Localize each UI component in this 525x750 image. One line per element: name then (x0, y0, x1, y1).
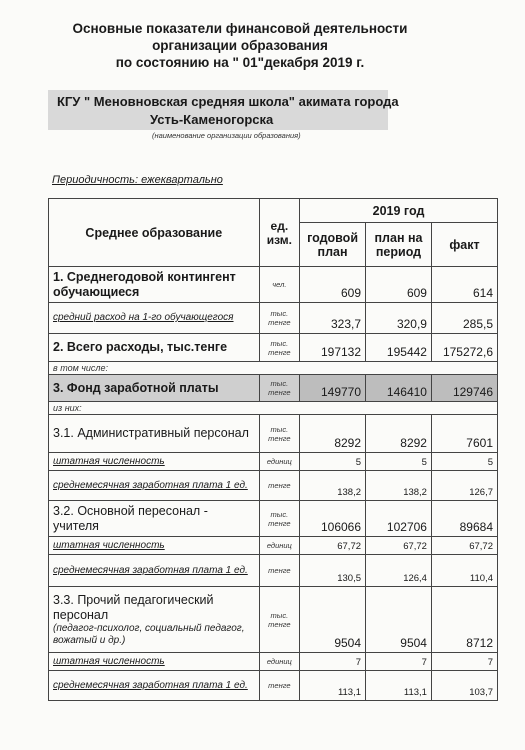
table-row (49, 375, 498, 402)
row-label: среднемесячная заработная плата 1 ед. (49, 471, 260, 501)
row-label: в том числе: (49, 362, 498, 375)
cell-plan: 126,4 (366, 555, 432, 587)
row-unit: тыс. тенге (259, 375, 299, 402)
row-unit: тенге (259, 671, 299, 701)
column-header-unit: ед. изм. (259, 199, 299, 267)
cell-annual: 106066 (300, 501, 366, 537)
title-line-1: Основные показатели финансовой деятельности (72, 21, 408, 36)
table-row (49, 555, 498, 587)
table-row (49, 267, 498, 303)
row-unit: единиц (259, 653, 299, 671)
title-line-3: по состоянию на " 01"декабря 2019 г. (115, 55, 365, 70)
table-row (49, 402, 498, 415)
cell-fact: 129746 (431, 375, 497, 402)
row-unit: чел. (259, 267, 299, 303)
table-row (49, 471, 498, 501)
cell-fact: 67,72 (431, 537, 497, 555)
table-row (49, 362, 498, 375)
document-title (40, 20, 440, 71)
row-unit: тыс. тенге (259, 501, 299, 537)
table-row (49, 671, 498, 701)
cell-fact: 5 (431, 453, 497, 471)
row-unit: тыс. тенге (259, 334, 299, 362)
table-row (49, 501, 498, 537)
row-unit: тыс. тенге (259, 415, 299, 453)
row-label: 3. Фонд заработной платы (49, 375, 260, 402)
table-row (49, 587, 498, 653)
cell-plan: 102706 (366, 501, 432, 537)
cell-annual: 130,5 (300, 555, 366, 587)
organization-name-line-1: КГУ " Меновновская средняя школа" акимата города (57, 94, 399, 109)
periodicity-label: Периодичность: ежеквартально (52, 174, 223, 186)
cell-plan: 146410 (366, 375, 432, 402)
cell-fact: 175272,6 (431, 334, 497, 362)
organization-name-line-2: Усть-Каменогорска (150, 112, 274, 127)
row-unit: единиц (259, 453, 299, 471)
header-row-1 (49, 199, 498, 223)
cell-plan: 67,72 (366, 537, 432, 555)
cell-annual: 197132 (300, 334, 366, 362)
cell-fact: 614 (431, 267, 497, 303)
row-unit: тенге (259, 471, 299, 501)
row-label: штатная численность (49, 453, 260, 471)
cell-annual: 67,72 (300, 537, 366, 555)
row-unit: тыс. тенге (259, 587, 299, 653)
row-label: штатная численность (49, 653, 260, 671)
organization-note: (наименование организации образования) (152, 131, 301, 140)
cell-plan: 9504 (366, 587, 432, 653)
cell-annual: 8292 (300, 415, 366, 453)
title-line-2: организации образования (152, 38, 328, 53)
column-header-annual: годовой план (300, 223, 366, 267)
row-label: из них: (49, 402, 498, 415)
table-row (49, 537, 498, 555)
column-header-plan-period: план на период (366, 223, 432, 267)
financial-indicators-table (48, 198, 498, 701)
table-row (49, 334, 498, 362)
cell-plan: 195442 (366, 334, 432, 362)
cell-annual: 5 (300, 453, 366, 471)
column-header-name: Среднее образование (49, 199, 260, 267)
row-label: средний расход на 1-го обучающегося (49, 303, 260, 334)
cell-annual: 9504 (300, 587, 366, 653)
row-label-cell (49, 587, 260, 653)
cell-plan: 113,1 (366, 671, 432, 701)
column-header-year: 2019 год (300, 199, 498, 223)
row-label: 3.2. Основной пересонал - учителя (49, 501, 260, 537)
row-label: 2. Всего расходы, тыс.тенге (49, 334, 260, 362)
cell-plan: 320,9 (366, 303, 432, 334)
cell-annual: 7 (300, 653, 366, 671)
cell-fact: 8712 (431, 587, 497, 653)
row-label: 3.3. Прочий педагогический персонал (53, 592, 214, 622)
row-label: штатная численность (49, 537, 260, 555)
column-header-fact: факт (431, 223, 497, 267)
table-row (49, 453, 498, 471)
cell-annual: 323,7 (300, 303, 366, 334)
cell-annual: 609 (300, 267, 366, 303)
table-row (49, 653, 498, 671)
table-row (49, 415, 498, 453)
row-sublabel: (педагог-психолог, социальный педагог, вожатый и др.) (53, 622, 245, 646)
cell-fact: 110,4 (431, 555, 497, 587)
cell-plan: 138,2 (366, 471, 432, 501)
cell-annual: 149770 (300, 375, 366, 402)
cell-plan: 609 (366, 267, 432, 303)
row-label: 3.1. Административный персонал (49, 415, 260, 453)
row-label: среднемесячная заработная плата 1 ед. (49, 555, 260, 587)
cell-fact: 7601 (431, 415, 497, 453)
row-label: 1. Среднегодовой контингент обучающиеся (49, 267, 260, 303)
table-row (49, 303, 498, 334)
cell-plan: 5 (366, 453, 432, 471)
cell-plan: 8292 (366, 415, 432, 453)
cell-annual: 113,1 (300, 671, 366, 701)
cell-fact: 7 (431, 653, 497, 671)
row-unit: тенге (259, 555, 299, 587)
cell-fact: 89684 (431, 501, 497, 537)
cell-fact: 126,7 (431, 471, 497, 501)
row-label: среднемесячная заработная плата 1 ед. (49, 671, 260, 701)
cell-fact: 285,5 (431, 303, 497, 334)
row-unit: единиц (259, 537, 299, 555)
cell-fact: 103,7 (431, 671, 497, 701)
cell-annual: 138,2 (300, 471, 366, 501)
cell-plan: 7 (366, 653, 432, 671)
row-unit: тыс. тенге (259, 303, 299, 334)
